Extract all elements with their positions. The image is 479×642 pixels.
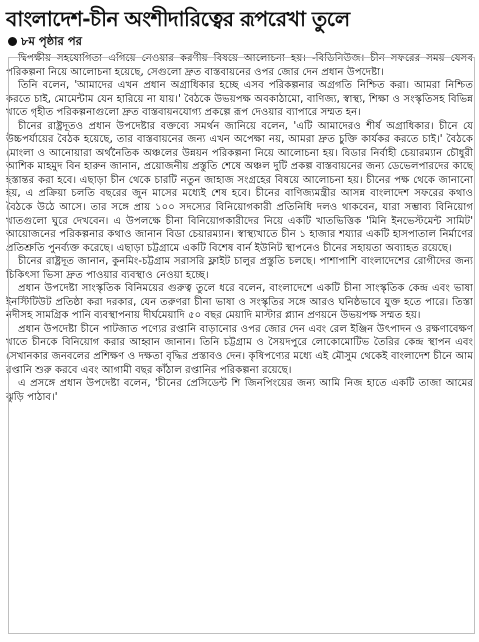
- headline: বাংলাদেশ-চীন অংশীদারিত্বের রূপরেখা তুলে: [6, 7, 350, 31]
- paragraph: এ প্রসঙ্গে প্রধান উপদেষ্টা বলেন, 'চীনের প্রেসিডেন্ট শি জিনপিংয়ের জন্য আমি নিজ হাতে একটি তাজা আমের ঝুড়ি পাঠাব।': [6, 378, 473, 403]
- paragraph: চীনের রাষ্ট্রদূতও প্রধান উপদেষ্টার বক্তব্যে সমর্থন জানিয়ে বলেন, 'এটি আমাদেরও শীর্ষ অগ্রাধিকার। চীনে যে উচ্চপর্যায়ের বৈঠক হয়েছে, তার বাস্তবায়নের জন্য এখন অপেক্ষা নয়, আমরা দ্রুত চুক্তি কার্যকর করতে চাই।' বৈঠকে মোংলা ও আনোয়ারা অর্থনৈতিক অঞ্চলের উন্নয়ন পরিকল্পনা নিয়ে আলোচনা হয়। বিডার নির্বাহী চেয়ারম্যান চৌধুরী আশিক মাহমুদ বিন হারুন জানান, প্রয়োজনীয় প্রস্তুতি শেষে অঞ্চল দুটি প্রকল্প বাস্তবায়নের জন্য ডেভেলপারদের কাছে হস্তান্তর করা হবে। এছাড়া চীন থেকে চারটি নতুন জাহাজ সংগ্রহের বিষয়ে আলোচনা হয়। চীনের পক্ষ থেকে জানানো হয়, এ প্রক্রিয়া চলতি বছরের জুন মাসের মধ্যেই শেষ হবে। চীনের বাণিজ্যমন্ত্রীর আসন্ন বাংলাদেশ সফরের কথাও বৈঠকে উঠে আসে। তার সঙ্গে প্রায় ১০০ সদস্যের বিনিয়োগকারী প্রতিনিধি দলও থাকবেন, যারা সম্ভাব্য বিনিয়োগ খাতগুলো ঘুরে দেখবেন। এ উপলক্ষে চীনা বিনিয়োগকারীদের নিয়ে একটি খাতভিত্তিক 'মিনি ইনভেস্টমেন্ট সামিট' আয়োজনের পরিকল্পনার কথাও জানান বিডা চেয়ারম্যান। স্বাস্থ্যখাতে চীন ১ হাজার শয্যার একটি হাসপাতাল নির্মাণের প্রতিশ্রুতি পুনর্ব্যক্ত করেছে। এছাড়া চট্টগ্রামে একটি বিশেষ বার্ন ইউনিট স্থাপনেও চীনের সহায়তা অব্যাহত রয়েছে।: [6, 120, 473, 254]
- continuation-label: ৮ম পৃষ্ঠার পর: [21, 34, 82, 48]
- paragraph: প্রধান উপদেষ্টা চীনে পাটজাত পণ্যের রপ্তানি বাড়ানোর ওপর জোর দেন এবং রেল ইঞ্জিন উৎপাদন ও রক্ষণাবেক্ষণ খাতে চীনকে বিনিয়োগ করার আহ্বান জানান। তিনি চট্টগ্রাম ও সৈয়দপুরে লোকোমোটিভ তৈরির কেন্দ্র স্থাপন এবং সেখানকার জনবলের প্রশিক্ষণ ও দক্ষতা বৃদ্ধির প্রস্তাবও দেন। কৃষিপণ্যের মধ্যে এই মৌসুম থেকেই বাংলাদেশ চীনে আম রপ্তানি শুরু করবে এবং আগামী বছর কাঁঠাল রপ্তানির পরিকল্পনা রয়েছে।: [6, 323, 473, 376]
- paragraph: চীনের রাষ্ট্রদূত জানান, কুনমিং-চট্টগ্রাম সরাসরি ফ্লাইট চালুর প্রস্তুতি চলছে। পাশাপাশি বাংলাদেশের রোগীদের জন্য চিকিৎসা ভিসা দ্রুত পাওয়ার ব্যবস্থাও নেওয়া হচ্ছে।: [6, 256, 473, 281]
- bullet-icon: [8, 37, 17, 46]
- paragraph: তিনি বলেন, 'আমাদের এখন প্রধান অগ্রাধিকার হচ্ছে এসব পরিকল্পনার অগ্রগতি নিশ্চিত করা। আমরা নিশ্চিত করতে চাই, মোমেন্টাম যেন হারিয়ে না যায়।' বৈঠকে উভয়পক্ষ অবকাঠামো, বাণিজ্য, স্বাস্থ্য, শিক্ষা ও সংস্কৃতিসহ বিভিন্ন খাতে গৃহীত পরিকল্পনাগুলো দ্রুত বাস্তবায়নযোগ্য প্রকল্পে রূপ দেওয়ার ব্যাপারে সম্মত হন।: [6, 80, 473, 119]
- continuation-line: [8, 34, 473, 49]
- paragraph: দ্বিপক্ষীয় সহযোগিতা এগিয়ে নেওয়ার করণীয় বিষয়ে আলোচনা হয়। -বিডিনিউজ। চীন সফরের সময় যেসব পরিকল্পনা নিয়ে আলোচনা হয়েছে, সেগুলো দ্রুত বাস্তবায়নের ওপর জোর দেন প্রধান উপদেষ্টা।: [6, 53, 473, 78]
- article-body: [6, 52, 473, 404]
- paragraph: প্রধান উপদেষ্টা সাংস্কৃতিক বিনিময়ের গুরুত্ব তুলে ধরে বলেন, বাংলাদেশে একটি চীনা সাংস্কৃতিক কেন্দ্র এবং ভাষা ইনস্টিটিউট প্রতিষ্ঠা করা দরকার, যেন তরুণরা চীনা ভাষা ও সংস্কৃতির সঙ্গে আরও ঘনিষ্ঠভাবে যুক্ত হতে পারে। তিস্তা নদীসহ সামগ্রিক পানি ব্যবস্থাপনায় দীর্ঘমেয়াদি ৫০ বছর মেয়াদি মাস্টার প্ল্যান প্রণয়নে উভয়পক্ষ সম্মত হয়।: [6, 283, 473, 322]
